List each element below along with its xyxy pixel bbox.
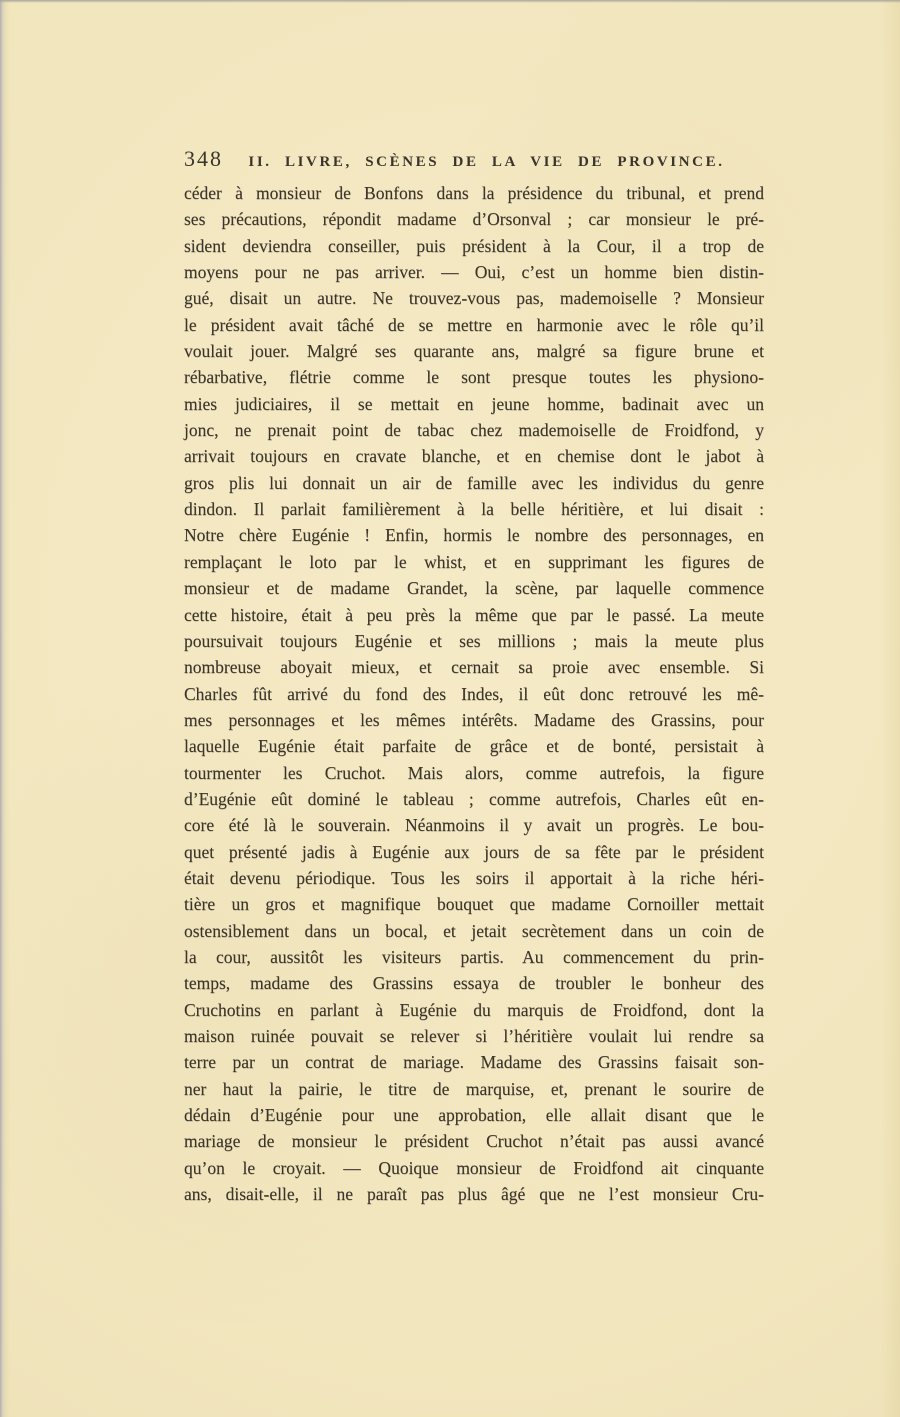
- body-text-block: [184, 180, 764, 1207]
- text-line: poursuivait toujours Eugénie et ses millions ; mais la meute plus: [184, 630, 764, 651]
- text-line: terre par un contrat de mariage. Madame des Grassins faisait son-: [184, 1052, 764, 1073]
- text-line: temps, madame des Grassins essaya de troubler le bonheur des: [184, 973, 764, 994]
- text-line: mariage de monsieur le président Cruchot n’était pas aussi avancé: [184, 1131, 764, 1152]
- text-line: ses précautions, répondit madame d’Orsonval ; car monsieur le pré-: [184, 209, 764, 230]
- text-line: Cruchotins en parlant à Eugénie du marquis de Froidfond, dont la: [184, 999, 764, 1020]
- text-line: dindon. Il parlait familièrement à la belle héritière, et lui disait :: [184, 499, 764, 520]
- text-line: céder à monsieur de Bonfons dans la présidence du tribunal, et prend: [184, 183, 764, 203]
- text-line: monsieur et de madame Grandet, la scène, par laquelle commence: [184, 578, 764, 599]
- text-line: voulait jouer. Malgré ses quarante ans, malgré sa figure brune et: [184, 341, 764, 362]
- text-line: jonc, ne prenait point de tabac chez mademoiselle de Froidfond, y: [184, 420, 764, 441]
- text-line: gros plis lui donnait un air de famille avec les individus du genre: [184, 472, 764, 493]
- text-line: moyens pour ne pas arriver. — Oui, c’est un homme bien distin-: [184, 262, 764, 283]
- text-line: tourmenter les Cruchot. Mais alors, comme autrefois, la figure: [184, 762, 764, 783]
- text-line: arrivait toujours en cravate blanche, et en chemise dont le jabot à: [184, 446, 764, 467]
- text-line: rébarbative, flétrie comme le sont presque toutes les physiono-: [184, 367, 764, 388]
- text-line: Charles fût arrivé du fond des Indes, il eût donc retrouvé les mê-: [184, 683, 764, 704]
- text-line: d’Eugénie eût dominé le tableau ; comme autrefois, Charles eût en-: [184, 788, 764, 809]
- scan-edge-top: [0, 0, 900, 3]
- text-line: core été là le souverain. Néanmoins il y avait un progrès. Le bou-: [184, 815, 764, 836]
- text-line: gué, disait un autre. Ne trouvez-vous pas, mademoiselle ? Monsieur: [184, 288, 764, 309]
- text-line: dédain d’Eugénie pour une approbation, elle allait disant que le: [184, 1105, 764, 1126]
- text-line: était devenu périodique. Tous les soirs il apportait à la riche héri-: [184, 867, 764, 888]
- text-line: ans, disait-elle, il ne paraît pas plus âgé que ne l’est monsieur Cru-: [184, 1184, 764, 1205]
- running-header: [184, 146, 764, 172]
- text-line: mes personnages et les mêmes intérêts. Madame des Grassins, pour: [184, 709, 764, 730]
- text-line: ostensiblement dans un bocal, et jetait secrètement dans un coin de: [184, 920, 764, 941]
- text-line: la cour, aussitôt les visiteurs partis. Au commencement du prin-: [184, 946, 764, 967]
- text-line: tière un gros et magnifique bouquet que madame Cornoiller mettait: [184, 894, 764, 915]
- text-line: qu’on le croyait. — Quoique monsieur de Froidfond ait cinquante: [184, 1157, 764, 1178]
- text-line: mies judiciaires, il se mettait en jeune homme, badinait avec un: [184, 393, 764, 414]
- text-line: quet présenté jadis à Eugénie aux jours de sa fête par le président: [184, 841, 764, 862]
- text-line: cette histoire, était à peu près la même que par le passé. La meute: [184, 604, 764, 625]
- scan-edge-left: [0, 0, 5, 1417]
- page-number: 348: [184, 146, 223, 171]
- running-title: II. LIVRE, SCÈNES DE LA VIE DE PROVINCE.: [248, 154, 725, 170]
- text-line: le président avait tâché de se mettre en harmonie avec le rôle qu’il: [184, 314, 764, 335]
- text-line: sident deviendra conseiller, puis président à la Cour, il a trop de: [184, 235, 764, 256]
- text-line: ner haut la pairie, le titre de marquise, et, prenant le sourire de: [184, 1078, 764, 1099]
- text-line: remplaçant le loto par le whist, et en supprimant les figures de: [184, 551, 764, 572]
- text-line: Notre chère Eugénie ! Enfin, hormis le nombre des personnages, en: [184, 525, 764, 546]
- text-line: laquelle Eugénie était parfaite de grâce et de bonté, persistait à: [184, 736, 764, 757]
- text-line: maison ruinée pouvait se relever si l’héritière voulait lui rendre sa: [184, 1026, 764, 1046]
- text-line: nombreuse aboyait mieux, et cernait sa proie avec ensemble. Si: [184, 657, 764, 678]
